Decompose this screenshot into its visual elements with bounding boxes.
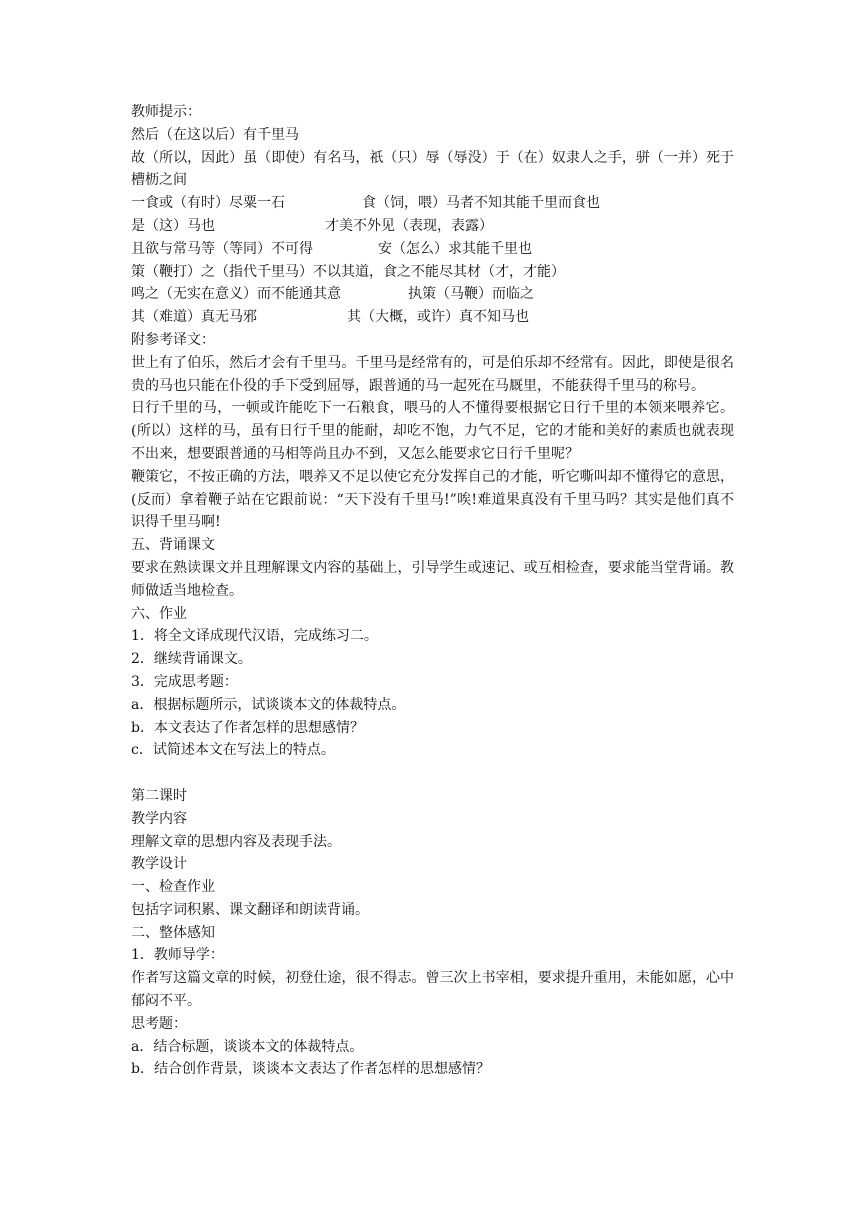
lesson-title: 第二课时 — [131, 787, 187, 804]
section-heading: 思考题： — [131, 1015, 187, 1032]
hint-line — [131, 283, 734, 306]
question-item: c．试简述本文在写法上的特点。 — [131, 742, 335, 759]
section-heading: 教学内容 — [131, 810, 187, 827]
document-page — [131, 101, 734, 1081]
recite-paragraph: 要求在熟读课文并且理解课文内容的基础上，引导学生或速记、或互相检查，要求能当堂背诵。教师做适当地检查。 — [131, 559, 734, 599]
hint-right: 执策（马鞭）而临之 — [408, 286, 534, 303]
translation-paragraph: 鞭策它，不按正确的方法，喂养又不足以使它充分发挥自己的才能，听它嘶叫却不懂得它的意思，(反而）拿着鞭子站在它跟前说：“天下没有千里马!”唉!难道果真没有千里马吗？其实是他们真不识得千里马啊! — [131, 468, 734, 531]
hint-left: 且欲与常马等（等同）不可得 — [131, 240, 313, 257]
question-item: b．结合创作背景，谈谈本文表达了作者怎样的思想感情？ — [131, 1061, 490, 1078]
hint-line — [131, 192, 734, 215]
hint-right: 其（大概，或许）真不知马也 — [347, 309, 529, 326]
hint-right: 才美不外见（表现，表露） — [325, 217, 493, 234]
translation-heading: 附参考译文： — [131, 331, 215, 348]
homework-item: 2．继续背诵课文。 — [131, 651, 252, 668]
hint-left: 是（这）马也 — [131, 217, 215, 234]
question-item: a．结合标题，谈谈本文的体裁特点。 — [131, 1038, 364, 1055]
question-item: a．根据标题所示，试谈谈本文的体裁特点。 — [131, 696, 406, 713]
hint-left: 鸣之（无实在意义）而不能通其意 — [131, 286, 341, 303]
hint-line: 故（所以，因此）虽（即使）有名马，祇（只）辱（辱没）于（在）奴隶人之手，骈（一并）死于槽枥之间 — [131, 149, 734, 189]
hint-line: 策（鞭打）之（指代千里马）不以其道，食之不能尽其材（才，才能） — [131, 263, 565, 280]
section-heading: 1．教师导学： — [131, 947, 224, 964]
hint-left: 其（难道）真无马邪 — [131, 309, 257, 326]
hint-line: 然后（在这以后）有千里马 — [131, 126, 299, 143]
homework-item: 1．将全文译成现代汉语，完成练习二。 — [131, 628, 378, 645]
hint-line — [131, 306, 734, 329]
section-heading: 五、背诵课文 — [131, 537, 215, 554]
question-item: b．本文表达了作者怎样的思想感情？ — [131, 719, 364, 736]
blank-line — [131, 762, 734, 785]
hint-line — [131, 215, 734, 238]
hints-heading: 教师提示： — [131, 104, 201, 120]
section-heading: 一、检查作业 — [131, 879, 215, 896]
hint-right: 安（怎么）求其能千里也 — [378, 240, 532, 257]
guide-paragraph: 作者写这篇文章的时候，初登仕途，很不得志。曾三次上书宰相，要求提升重用，未能如愿，心中郁闷不平。 — [131, 970, 734, 1010]
translation-paragraph: 日行千里的马，一顿或许能吃下一石粮食，喂马的人不懂得要根据它日行千里的本领来喂养它。(所以）这样的马，虽有日行千里的能耐，却吃不饱，力气不足，它的才能和美好的素质也就表现不出来，想要跟普通的马相等尚且办不到，又怎么能要求它日行千里呢？ — [131, 400, 734, 462]
hint-left: 一食或（有时）尽粟一石 — [131, 195, 285, 212]
content-text: 理解文章的思想内容及表现手法。 — [131, 833, 341, 850]
content-text: 包括字词积累、课文翻译和朗读背诵。 — [131, 901, 369, 918]
translation-paragraph: 世上有了伯乐，然后才会有千里马。千里马是经常有的，可是伯乐却不经常有。因此，即使是很名贵的马也只能在仆役的手下受到屈辱，跟普通的马一起死在马厩里，不能获得千里马的称号。 — [131, 354, 734, 394]
hint-right: 食（饲，喂）马者不知其能千里而食也 — [362, 195, 600, 212]
section-heading: 教学设计 — [131, 856, 187, 873]
section-heading: 六、作业 — [131, 605, 187, 622]
homework-item: 3．完成思考题： — [131, 673, 238, 690]
hint-line — [131, 238, 734, 261]
section-heading: 二、整体感知 — [131, 924, 215, 941]
